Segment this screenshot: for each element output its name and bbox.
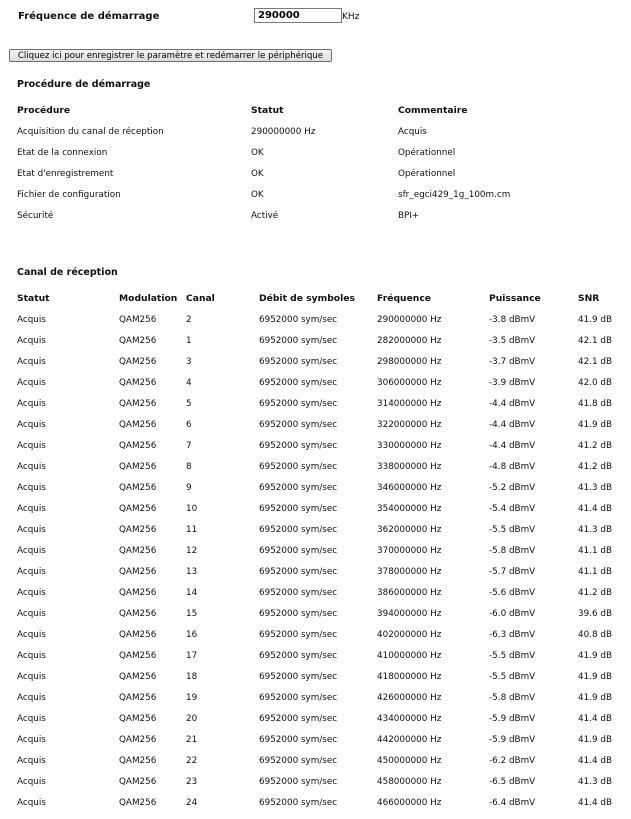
frequency-cell: 314000000 Hz xyxy=(377,398,442,409)
column-header-channel: Canal xyxy=(186,293,215,304)
power-cell: -3.5 dBmV xyxy=(489,335,536,346)
channel-cell: 15 xyxy=(186,608,198,619)
status-cell: Acquis xyxy=(17,566,46,577)
snr-cell: 41.1 dB xyxy=(578,566,613,577)
channel-cell: 3 xyxy=(186,356,192,367)
status-cell: Acquis xyxy=(17,629,46,640)
power-cell: -4.8 dBmV xyxy=(489,461,536,472)
channel-cell: 5 xyxy=(186,398,192,409)
channel-cell: 4 xyxy=(186,377,192,388)
modulation-cell: QAM256 xyxy=(119,398,157,409)
status-cell: Acquis xyxy=(17,440,46,451)
downstream-channel-row xyxy=(17,519,623,540)
downstream-channel-row xyxy=(17,603,623,624)
downstream-channel-row xyxy=(17,750,623,771)
snr-cell: 41.8 dB xyxy=(578,398,613,409)
power-cell: -6.0 dBmV xyxy=(489,608,536,619)
snr-cell: 41.9 dB xyxy=(578,314,613,325)
startup-procedure-row xyxy=(17,184,578,205)
downstream-channel-row xyxy=(17,456,623,477)
snr-cell: 39.6 dB xyxy=(578,608,613,619)
symbol-rate-cell: 6952000 sym/sec xyxy=(259,587,338,598)
column-header-modulation: Modulation xyxy=(119,293,178,304)
snr-cell: 41.9 dB xyxy=(578,419,613,430)
status-cell: Acquis xyxy=(17,734,46,745)
channel-cell: 18 xyxy=(186,671,198,682)
modulation-cell: QAM256 xyxy=(119,524,157,535)
snr-cell: 41.9 dB xyxy=(578,692,613,703)
status-cell: Acquis xyxy=(17,755,46,766)
column-header-snr: SNR xyxy=(578,293,600,304)
power-cell: -6.4 dBmV xyxy=(489,797,536,808)
column-header-frequency: Fréquence xyxy=(377,293,432,304)
comment-cell: Opérationnel xyxy=(398,147,456,158)
symbol-rate-cell: 6952000 sym/sec xyxy=(259,608,338,619)
modulation-cell: QAM256 xyxy=(119,734,157,745)
snr-cell: 41.2 dB xyxy=(578,461,613,472)
snr-cell: 41.3 dB xyxy=(578,776,613,787)
power-cell: -5.4 dBmV xyxy=(489,503,536,514)
channel-cell: 23 xyxy=(186,776,198,787)
symbol-rate-cell: 6952000 sym/sec xyxy=(259,377,338,388)
channel-cell: 14 xyxy=(186,587,198,598)
status-cell: Acquis xyxy=(17,335,46,346)
channel-cell: 10 xyxy=(186,503,198,514)
status-cell: OK xyxy=(251,168,264,179)
channel-cell: 17 xyxy=(186,650,198,661)
frequency-cell: 410000000 Hz xyxy=(377,650,442,661)
column-header-status: Statut xyxy=(251,105,284,116)
downstream-channel-row xyxy=(17,708,623,729)
downstream-header-row xyxy=(17,288,623,309)
status-cell: Acquis xyxy=(17,713,46,724)
frequency-cell: 434000000 Hz xyxy=(377,713,442,724)
startup-procedure-title: Procédure de démarrage xyxy=(17,79,151,90)
downstream-channel-row xyxy=(17,435,623,456)
downstream-channel-row xyxy=(17,729,623,750)
symbol-rate-cell: 6952000 sym/sec xyxy=(259,482,338,493)
frequency-cell: 426000000 Hz xyxy=(377,692,442,703)
status-cell: Acquis xyxy=(17,419,46,430)
channel-cell: 16 xyxy=(186,629,198,640)
downstream-channel-row xyxy=(17,309,623,330)
symbol-rate-cell: 6952000 sym/sec xyxy=(259,545,338,556)
modulation-cell: QAM256 xyxy=(119,356,157,367)
channel-cell: 9 xyxy=(186,482,192,493)
power-cell: -5.9 dBmV xyxy=(489,734,536,745)
modulation-cell: QAM256 xyxy=(119,797,157,808)
modulation-cell: QAM256 xyxy=(119,440,157,451)
frequency-cell: 370000000 Hz xyxy=(377,545,442,556)
symbol-rate-cell: 6952000 sym/sec xyxy=(259,671,338,682)
power-cell: -5.5 dBmV xyxy=(489,671,536,682)
procedure-cell: Etat d'enregistrement xyxy=(17,168,114,179)
power-cell: -6.5 dBmV xyxy=(489,776,536,787)
status-cell: Acquis xyxy=(17,356,46,367)
snr-cell: 41.2 dB xyxy=(578,587,613,598)
modulation-cell: QAM256 xyxy=(119,776,157,787)
comment-cell: sfr_egci429_1g_100m.cm xyxy=(398,189,511,200)
symbol-rate-cell: 6952000 sym/sec xyxy=(259,314,338,325)
modulation-cell: QAM256 xyxy=(119,692,157,703)
downstream-channel-row xyxy=(17,330,623,351)
status-cell: Acquis xyxy=(17,524,46,535)
downstream-channel-row xyxy=(17,771,623,792)
snr-cell: 41.4 dB xyxy=(578,797,613,808)
startup-procedure-row xyxy=(17,142,578,163)
channel-cell: 2 xyxy=(186,314,192,325)
frequency-cell: 418000000 Hz xyxy=(377,671,442,682)
frequency-cell: 386000000 Hz xyxy=(377,587,442,598)
frequency-cell: 466000000 Hz xyxy=(377,797,442,808)
modulation-cell: QAM256 xyxy=(119,566,157,577)
snr-cell: 40.8 dB xyxy=(578,629,613,640)
modulation-cell: QAM256 xyxy=(119,335,157,346)
modulation-cell: QAM256 xyxy=(119,608,157,619)
symbol-rate-cell: 6952000 sym/sec xyxy=(259,440,338,451)
power-cell: -5.6 dBmV xyxy=(489,587,536,598)
frequency-cell: 306000000 Hz xyxy=(377,377,442,388)
status-cell: Acquis xyxy=(17,503,46,514)
symbol-rate-cell: 6952000 sym/sec xyxy=(259,734,338,745)
frequency-cell: 442000000 Hz xyxy=(377,734,442,745)
frequency-cell: 346000000 Hz xyxy=(377,482,442,493)
frequency-cell: 330000000 Hz xyxy=(377,440,442,451)
channel-cell: 7 xyxy=(186,440,192,451)
status-cell: Acquis xyxy=(17,608,46,619)
channel-cell: 13 xyxy=(186,566,198,577)
snr-cell: 41.9 dB xyxy=(578,650,613,661)
snr-cell: 41.1 dB xyxy=(578,545,613,556)
frequency-cell: 458000000 Hz xyxy=(377,776,442,787)
status-cell: Acquis xyxy=(17,776,46,787)
power-cell: -4.4 dBmV xyxy=(489,419,536,430)
channel-cell: 21 xyxy=(186,734,198,745)
power-cell: -5.5 dBmV xyxy=(489,650,536,661)
power-cell: -5.2 dBmV xyxy=(489,482,536,493)
power-cell: -6.3 dBmV xyxy=(489,629,536,640)
downstream-channel-row xyxy=(17,477,623,498)
downstream-channel-row xyxy=(17,561,623,582)
power-cell: -5.9 dBmV xyxy=(489,713,536,724)
symbol-rate-cell: 6952000 sym/sec xyxy=(259,797,338,808)
symbol-rate-cell: 6952000 sym/sec xyxy=(259,461,338,472)
snr-cell: 41.4 dB xyxy=(578,755,613,766)
comment-cell: Opérationnel xyxy=(398,168,456,179)
status-cell: 290000000 Hz xyxy=(251,126,316,137)
snr-cell: 42.0 dB xyxy=(578,377,613,388)
power-cell: -5.5 dBmV xyxy=(489,524,536,535)
status-cell: OK xyxy=(251,189,264,200)
column-header-power: Puissance xyxy=(489,293,541,304)
symbol-rate-cell: 6952000 sym/sec xyxy=(259,335,338,346)
modulation-cell: QAM256 xyxy=(119,755,157,766)
downstream-channel-table xyxy=(17,288,623,813)
power-cell: -6.2 dBmV xyxy=(489,755,536,766)
symbol-rate-cell: 6952000 sym/sec xyxy=(259,524,338,535)
modulation-cell: QAM256 xyxy=(119,671,157,682)
power-cell: -3.8 dBmV xyxy=(489,314,536,325)
status-cell: OK xyxy=(251,147,264,158)
symbol-rate-cell: 6952000 sym/sec xyxy=(259,776,338,787)
symbol-rate-cell: 6952000 sym/sec xyxy=(259,398,338,409)
startup-procedure-row xyxy=(17,163,578,184)
startup-procedure-header-row xyxy=(17,100,578,121)
modulation-cell: QAM256 xyxy=(119,377,157,388)
symbol-rate-cell: 6952000 sym/sec xyxy=(259,650,338,661)
status-cell: Acquis xyxy=(17,398,46,409)
procedure-cell: Etat de la connexion xyxy=(17,147,108,158)
startup-frequency-label: Fréquence de démarrage xyxy=(18,11,160,22)
downstream-channel-title: Canal de réception xyxy=(17,267,118,278)
modulation-cell: QAM256 xyxy=(119,587,157,598)
frequency-cell: 322000000 Hz xyxy=(377,419,442,430)
frequency-cell: 402000000 Hz xyxy=(377,629,442,640)
snr-cell: 41.2 dB xyxy=(578,440,613,451)
power-cell: -4.4 dBmV xyxy=(489,440,536,451)
snr-cell: 41.3 dB xyxy=(578,482,613,493)
downstream-channel-row xyxy=(17,498,623,519)
comment-cell: Acquis xyxy=(398,126,427,137)
startup-procedure-row xyxy=(17,205,578,226)
power-cell: -5.7 dBmV xyxy=(489,566,536,577)
column-header-comment: Commentaire xyxy=(398,105,468,116)
downstream-channel-row xyxy=(17,666,623,687)
status-cell: Acquis xyxy=(17,482,46,493)
column-header-procedure: Procédure xyxy=(17,105,71,116)
column-header-symbol-rate: Débit de symboles xyxy=(259,293,355,304)
downstream-channel-row xyxy=(17,372,623,393)
status-cell: Acquis xyxy=(17,314,46,325)
power-cell: -3.7 dBmV xyxy=(489,356,536,367)
status-cell: Acquis xyxy=(17,587,46,598)
channel-cell: 12 xyxy=(186,545,198,556)
channel-cell: 22 xyxy=(186,755,198,766)
downstream-channel-row xyxy=(17,792,623,813)
status-cell: Acquis xyxy=(17,797,46,808)
status-cell: Activé xyxy=(251,210,279,221)
startup-frequency-row xyxy=(18,10,631,24)
channel-cell: 6 xyxy=(186,419,192,430)
modulation-cell: QAM256 xyxy=(119,314,157,325)
downstream-channel-row xyxy=(17,645,623,666)
procedure-cell: Acquisition du canal de réception xyxy=(17,126,164,137)
frequency-cell: 354000000 Hz xyxy=(377,503,442,514)
startup-procedure-row xyxy=(17,121,578,142)
symbol-rate-cell: 6952000 sym/sec xyxy=(259,629,338,640)
startup-frequency-unit: KHz xyxy=(342,12,360,22)
snr-cell: 41.9 dB xyxy=(578,734,613,745)
frequency-cell: 338000000 Hz xyxy=(377,461,442,472)
modulation-cell: QAM256 xyxy=(119,650,157,661)
frequency-cell: 290000000 Hz xyxy=(377,314,442,325)
symbol-rate-cell: 6952000 sym/sec xyxy=(259,419,338,430)
symbol-rate-cell: 6952000 sym/sec xyxy=(259,503,338,514)
downstream-channel-row xyxy=(17,540,623,561)
procedure-cell: Sécurité xyxy=(17,210,54,221)
channel-cell: 8 xyxy=(186,461,192,472)
modulation-cell: QAM256 xyxy=(119,713,157,724)
frequency-cell: 378000000 Hz xyxy=(377,566,442,577)
downstream-channel-row xyxy=(17,351,623,372)
startup-procedure-table xyxy=(17,100,578,226)
power-cell: -5.8 dBmV xyxy=(489,545,536,556)
save-and-reboot-button[interactable]: Cliquez ici pour enregistrer le paramètre et redémarrer le périphérique xyxy=(9,49,332,62)
downstream-channel-row xyxy=(17,414,623,435)
modulation-cell: QAM256 xyxy=(119,503,157,514)
channel-cell: 11 xyxy=(186,524,198,535)
status-cell: Acquis xyxy=(17,461,46,472)
snr-cell: 41.3 dB xyxy=(578,524,613,535)
power-cell: -5.8 dBmV xyxy=(489,692,536,703)
modulation-cell: QAM256 xyxy=(119,419,157,430)
snr-cell: 41.4 dB xyxy=(578,713,613,724)
frequency-cell: 362000000 Hz xyxy=(377,524,442,535)
symbol-rate-cell: 6952000 sym/sec xyxy=(259,713,338,724)
channel-cell: 19 xyxy=(186,692,198,703)
comment-cell: BPI+ xyxy=(398,210,420,221)
power-cell: -3.9 dBmV xyxy=(489,377,536,388)
modulation-cell: QAM256 xyxy=(119,461,157,472)
column-header-status: Statut xyxy=(17,293,50,304)
startup-frequency-input[interactable] xyxy=(254,8,342,23)
channel-cell: 1 xyxy=(186,335,192,346)
status-cell: Acquis xyxy=(17,545,46,556)
status-cell: Acquis xyxy=(17,377,46,388)
downstream-channel-row xyxy=(17,393,623,414)
status-cell: Acquis xyxy=(17,692,46,703)
snr-cell: 42.1 dB xyxy=(578,356,613,367)
frequency-cell: 394000000 Hz xyxy=(377,608,442,619)
modulation-cell: QAM256 xyxy=(119,629,157,640)
symbol-rate-cell: 6952000 sym/sec xyxy=(259,692,338,703)
snr-cell: 41.4 dB xyxy=(578,503,613,514)
channel-cell: 24 xyxy=(186,797,198,808)
power-cell: -4.4 dBmV xyxy=(489,398,536,409)
frequency-cell: 298000000 Hz xyxy=(377,356,442,367)
modulation-cell: QAM256 xyxy=(119,545,157,556)
status-cell: Acquis xyxy=(17,650,46,661)
frequency-cell: 450000000 Hz xyxy=(377,755,442,766)
channel-cell: 20 xyxy=(186,713,198,724)
downstream-channel-row xyxy=(17,582,623,603)
procedure-cell: Fichier de configuration xyxy=(17,189,121,200)
snr-cell: 42.1 dB xyxy=(578,335,613,346)
symbol-rate-cell: 6952000 sym/sec xyxy=(259,755,338,766)
symbol-rate-cell: 6952000 sym/sec xyxy=(259,356,338,367)
symbol-rate-cell: 6952000 sym/sec xyxy=(259,566,338,577)
frequency-cell: 282000000 Hz xyxy=(377,335,442,346)
downstream-channel-row xyxy=(17,687,623,708)
downstream-channel-row xyxy=(17,624,623,645)
status-cell: Acquis xyxy=(17,671,46,682)
modulation-cell: QAM256 xyxy=(119,482,157,493)
snr-cell: 41.9 dB xyxy=(578,671,613,682)
